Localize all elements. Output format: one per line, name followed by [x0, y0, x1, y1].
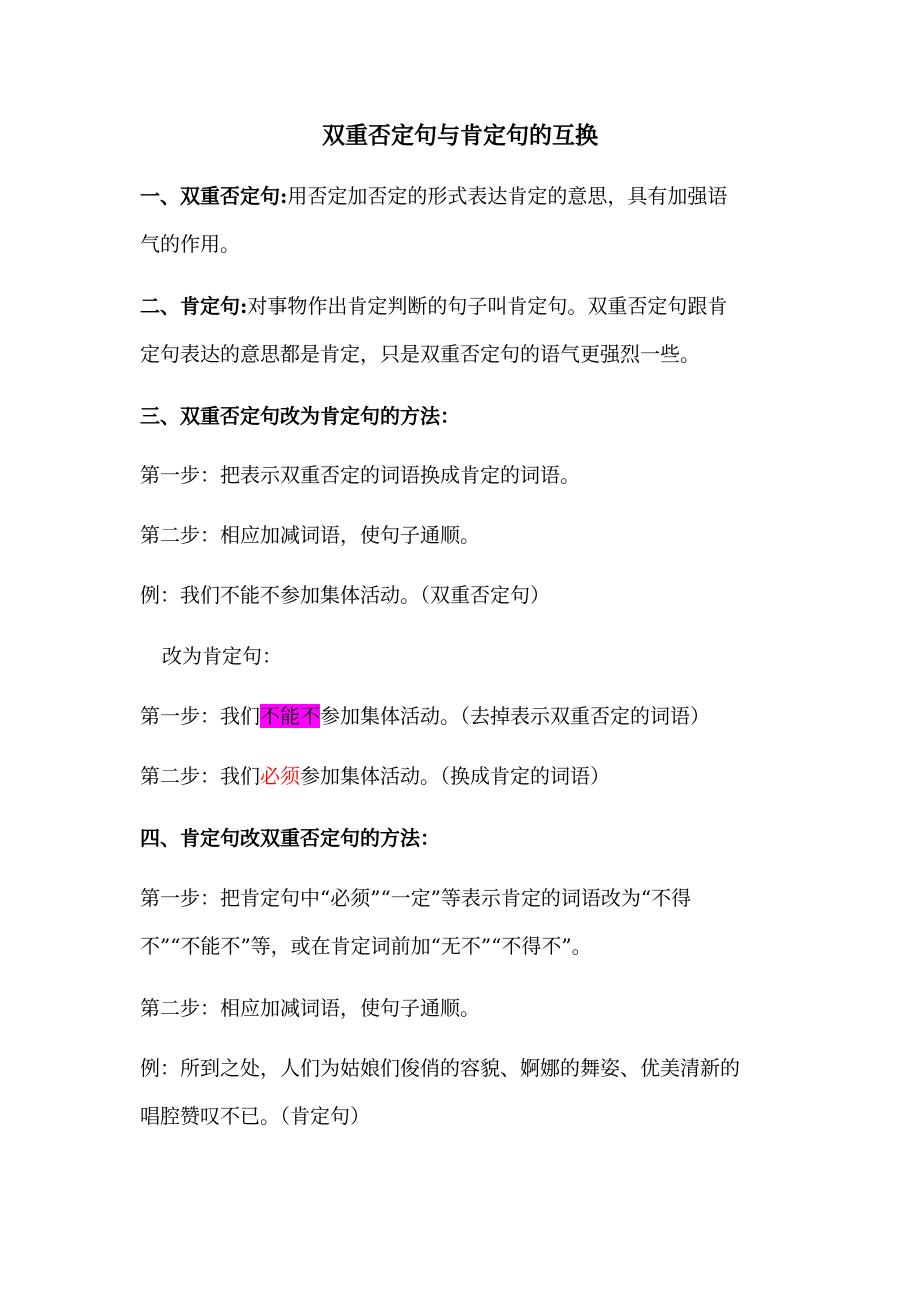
document-title: 双重否定句与肯定句的互换	[322, 122, 598, 149]
section-4-step-2: 第二步：相应加减词语，使句子通顺。	[140, 996, 480, 1020]
section-4-example	[140, 1044, 790, 1140]
section-3-step-2: 第二步：相应加减词语，使句子通顺。	[140, 523, 480, 547]
section-4-example-line-2: 唱腔赞叹不已。（肯定句）	[140, 1104, 370, 1128]
section-2-definition	[140, 282, 790, 378]
demo-2-highlight: 必须	[260, 764, 300, 788]
change-label-text: 改为肯定句：	[162, 644, 282, 668]
section-2-text-1: 对事物作出肯定判断的句子叫肯定句。双重否定句跟肯	[247, 294, 728, 318]
section-1-line-2: 气的作用。	[140, 232, 240, 256]
section-3-example: 例：我们不能不参加集体活动。（双重否定句）	[140, 583, 550, 607]
demo-2-suffix: 参加集体活动。（换成肯定的词语）	[300, 764, 610, 788]
section-2-heading: 二、肯定句:	[140, 294, 248, 318]
section-2-line-2: 定句表达的意思都是肯定，只是双重否定句的语气更强烈一些。	[140, 342, 700, 366]
demo-1-highlight: 不能不	[260, 704, 320, 728]
section-3-demo-step-2	[140, 752, 790, 800]
section-4-heading: 四、肯定句改双重否定句的方法：	[140, 826, 440, 850]
section-4-example-line-1: 例：所到之处，人们为姑娘们俊俏的容貌、婀娜的舞姿、优美清新的	[140, 1056, 740, 1080]
section-4-step-1	[140, 874, 790, 970]
section-4-step-1-line-2: 不”“不能不”等，或在肯定词前加“无不”“不得不”。	[140, 934, 592, 958]
section-4-step-1-line-1: 第一步：把肯定句中“必须”“一定”等表示肯定的词语改为“不得	[140, 886, 692, 910]
section-3-step-1: 第一步：把表示双重否定的词语换成肯定的词语。	[140, 463, 580, 487]
section-1-definition	[140, 172, 790, 268]
section-1-text-1: 用否定加否定的形式表达肯定的意思，具有加强语	[287, 184, 728, 208]
demo-2-prefix: 第二步：我们	[140, 764, 260, 788]
section-2-line-1	[140, 282, 790, 330]
section-3-demo-step-1	[140, 692, 790, 740]
section-3-heading: 三、双重否定句改为肯定句的方法：	[140, 404, 460, 428]
section-1-line-1	[140, 172, 790, 220]
demo-1-suffix: 参加集体活动。（去掉表示双重否定的词语）	[320, 704, 710, 728]
section-3-change-label	[140, 632, 790, 680]
demo-1-prefix: 第一步：我们	[140, 704, 260, 728]
section-1-heading: 一、双重否定句:	[140, 184, 288, 208]
